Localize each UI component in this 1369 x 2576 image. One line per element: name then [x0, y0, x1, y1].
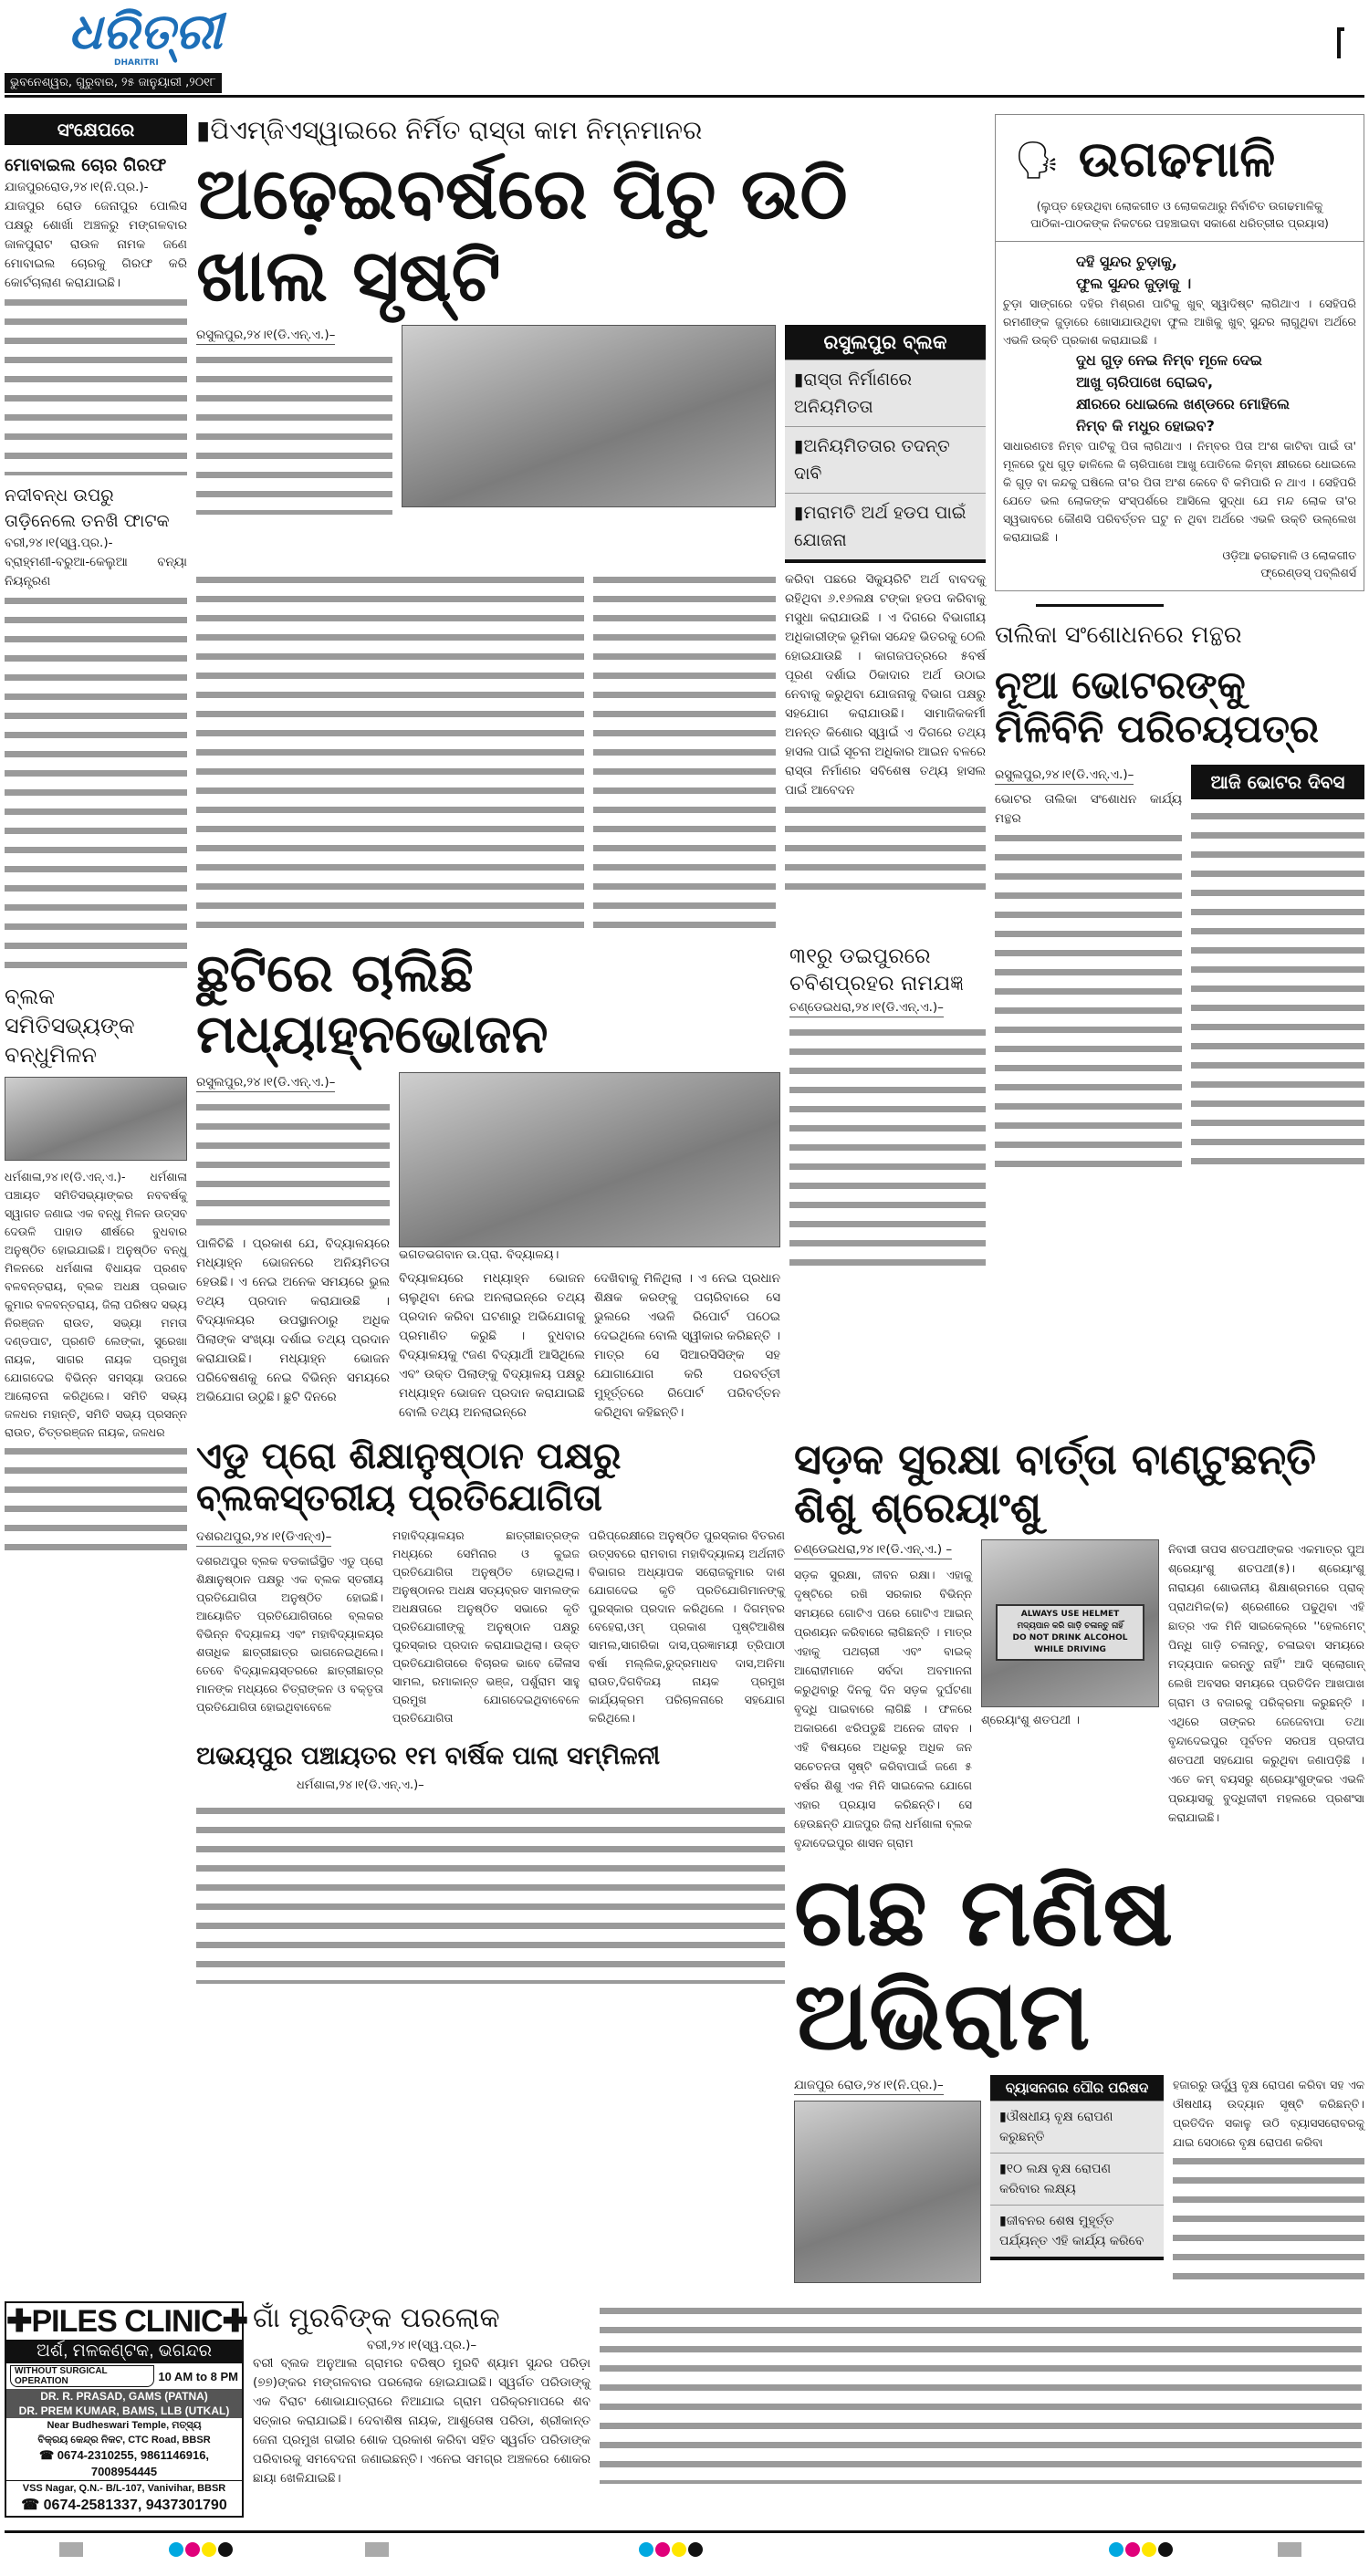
sign-line: ମଦ୍ୟପାନ କରି ଗାଡ଼ି ଚଳାନ୍ତୁ ନାହିଁ	[1017, 1621, 1123, 1631]
band-top	[196, 114, 1364, 1423]
story-text: ଯାଜପୁରରୋଡ,୨୪।୧(ନି.ପ୍ର.)- ଯାଜପୁର ରୋଡ ଜେନାପୁର ପୋଲିସ ପକ୍ଷରୁ ଶୋର୍ଖା ଅଞ୍ଚଳରୁ ମଙ୍ଗଳବାର ଜାଳପୁରାଟ ରାଉଳ ନାମକ ଜଣେ ମୋବାଇଲ ଚୋରକୁ ଗିରଫ କରି କୋର୍ଟଚାଲାଣ କରାଯାଇଛି।	[5, 180, 187, 290]
ugadamali-header	[996, 115, 1364, 197]
text-lines	[600, 2301, 1362, 2484]
edupro-col-1	[196, 1527, 383, 1716]
midday-col-3: ଦେଖିବାକୁ ମିଳିଥିଲା । ଏ ନେଇ ପ୍ରଧାନ ଶିକ୍ଷକ କରଙ୍କୁ ପଚାରିବାରେ ସେ ଭୁଲରେ ଏଭଳି ରିପୋର୍ଟ ପଠେଇ ଦେଇଥିଲେ ବୋଲି ସ୍ୱୀକାର କରିଛନ୍ତି । ମାତ୍ର ସେ ସିଆରସିସିଙ୍କ ସହ ଯୋଗାଯୋଗ କରି ପରବର୍ତ୍ତୀ ମୁହୂର୍ତ୍ତରେ ରିପୋର୍ଟ ପରିବର୍ତ୍ତନ କରିଥିବା କହିଛନ୍ତି।	[594, 1270, 780, 1420]
text-lines	[995, 829, 1182, 1175]
story-dateline: ରସୁଲପୁର,୨୪।୧(ଡି.ଏନ୍.ଏ.)–	[196, 1075, 335, 1092]
text-lines	[1191, 807, 1364, 1172]
text-lines	[789, 1023, 986, 1269]
text-lines	[785, 800, 986, 892]
ad-address: Near Budheswari Temple, ମତ୍ସ୍ୟ	[47, 2420, 202, 2432]
bandhu-story	[5, 982, 187, 1551]
source-line: ଫ୍ରେଣ୍ଡସ୍ ପବ୍ଲିଶର୍ସ	[1260, 566, 1356, 579]
verse-explanation: ସାଧାରଣତଃ ନିମ୍ବ ପାଟିକୁ ପିତା ଲାଗିଥାଏ । ନିମ୍ବର ପିତା ଅଂଶ କାଟିବା ପାଇଁ ତା' ମୂଳରେ ଦୁଧ ଗୁଡ଼ ଢାଳିଲେ କି ଚାରିପାଖେ ଆଖୁ ପୋତିଲେ କିମ୍ବା କ୍ଷୀରରେ ଧୋଇଲେ କି ଗୁଡ଼ ବା କନ୍ଦକୁ ଘଷିଲେ ତା'ର ପିତା ଅଂଶ କେବେ ବି କମିପାରି ନ ଥାଏ । ସେହିପରି ଯେତେ ଭଲ ଲୋକଙ୍କ ସଂସ୍ପର୍ଶରେ ଆସିଲେ ସୁଦ୍ଧା ଯେ ମନ୍ଦ ଲୋକ ତା'ର ସ୍ୱଭାବରେ କୌଣସି ପରିବର୍ତ୍ତନ ଘଟୁ ନ ଥିବା ଅର୍ଥରେ ଏଭଳି ଉକ୍ତି ଉଲ୍ଲେଖ କରାଯାଇଛି ।	[1003, 439, 1356, 544]
ad-title: PILES CLINIC	[31, 2304, 223, 2340]
edupro-columns	[196, 1527, 785, 1727]
edupro-headline: ଏଡୁ ପ୍ରୋ ଶିକ୍ଷାନୁଷ୍ଠାନ ପକ୍ଷରୁ ବ୍ଲକସ୍ତରୀୟ ପ୍ରତିଯୋଗିତା	[196, 1434, 622, 1519]
edupro-col-2: ମହାବିଦ୍ୟାଳୟର ଛାତ୍ରୀଛାତ୍ରଙ୍କ ମଧ୍ୟରେ ସେମିନାର ଓ କୁଇଜ ପ୍ରତିଯୋଗିତା ଅନୁଷ୍ଠିତ ହୋଇଥିଲା। ଅନୁଷ୍ଠାନର ଅଧକ୍ଷ ସତ୍ୟବ୍ରତ ସାମଲଙ୍କ ଅଧକ୍ଷତାରେ ଅନୁଷ୍ଠିତ ସଭାରେ କୃତି ପ୍ରତିଯୋଗୀଙ୍କୁ ଅନୁଷ୍ଠାନ ପକ୍ଷରୁ ପୁରସ୍କାର ପ୍ରଦାନ କରାଯାଇଥିଲା। ଉକ୍ତ ପ୍ରତିଯୋଗିତାରେ ବିଚାରକ ଭାବେ କୈଳାସ ସାମଲ, ରମାକାନ୍ତ ଭଞ୍ଜ, ପର୍ଶୁରାମ ସାହୁ ପ୍ରମୁଖ ଯୋଗଦେଇଥିବାବେଳେ ପ୍ରତିଯୋଗିତା	[392, 1528, 580, 1725]
ugadamali-title: ଉଗଢମାଳି	[1078, 130, 1276, 188]
helmet-child-photo	[981, 1539, 1159, 1707]
story-text: ବ୍ରାହ୍ମଣୀ-ବରୁଆ-କେଲୁଆ ବନ୍ୟା ନିୟନ୍ତ୍ରଣ	[5, 555, 187, 589]
text-lines	[196, 1098, 390, 1235]
school-photo-caption: ଭଗତଭଗବାନ ଉ.ପ୍ରା. ବିଦ୍ୟାଳୟ।	[399, 1247, 559, 1262]
abhayapur-headline: ଅଭୟପୁର ପଞ୍ଚାୟତର ୧ମ ବାର୍ଷିକ ପାଲା ସମ୍ମିଳନୀ	[196, 1741, 661, 1770]
text-lines	[593, 570, 776, 935]
story-title: ବ୍ଲକ ସମିତିସଭ୍ୟଙ୍କ ବନ୍ଧୁମିଳନ	[5, 984, 135, 1068]
gachha-col-3	[1173, 2075, 1364, 2289]
byasanagar-sidebox	[990, 2075, 1164, 2260]
lead-top-row	[196, 325, 986, 563]
midday-band	[196, 943, 986, 1422]
lead-columns	[196, 570, 986, 935]
story-dateline: ଚଣ୍ଡେଇଧରା,୨୪।୧(ଡି.ଏନ୍.ଏ.)–	[789, 1000, 944, 1017]
safety-sign	[996, 1604, 1144, 1661]
registration-mark	[365, 2542, 389, 2560]
sidebox-item: ▮୧୦ ଲକ୍ଷ ବୃକ୍ଷ ରୋପଣ କରିବାର ଲକ୍ଷ୍ୟ	[990, 2154, 1164, 2206]
verse-line: ନିମ୍ବ କି ମଧୁର ହୋଇବ?	[1076, 417, 1215, 434]
voter-body	[995, 765, 1364, 1175]
story-text: ଦଶରଥପୁର ବ୍ଲକ ବଡକାଇଁସ୍ଥିତ ଏଡୁ ପ୍ରୋ ଶିକ୍ଷାନୁଷ୍ଠାନ ପକ୍ଷରୁ ଏକ ବ୍ଲକ ସ୍ତରୀୟ ପ୍ରତିଯୋଗିତା ଅନୁଷ୍ଠିତ ହୋଇଛି। ଆୟୋଜିତ ପ୍ରତିଯୋଗିତାରେ ବ୍ଲକର ବିଭିନ୍ନ ବିଦ୍ୟାଳୟ ଏବଂ ମହାବିଦ୍ୟାଳୟର ଶତାଧିକ ଛାତ୍ରୀଛାତ୍ର ଭାଗନେଇଥିଲେ। ତେବେ ବିଦ୍ୟାଳୟସ୍ତରରେ ଛାତ୍ରୀଛାତ୍ର ମାନଙ୍କ ମଧ୍ୟରେ ଚିତ୍ରାଙ୍କନ ଓ ବକ୍ତୃତା ପ୍ରତିଯୋଗିତା ହୋଇଥିବାବେଳେ	[196, 1553, 383, 1714]
story-dateline: ରସୁଲପୁର,୨୪।୧(ଡି.ଏନ୍.ଏ.)–	[196, 328, 335, 345]
voter-headline: ନୂଆ ଭୋଟରଙ୍କୁ ମିଳିବିନି ପରିଚୟପତ୍ର	[995, 662, 1319, 752]
daipur-story	[789, 943, 986, 1269]
gachha-headline: ଗଛ ମଣିଷ ଅଭିରାମ	[794, 1855, 1174, 2071]
story-dateline: ଯାଜପୁର ରୋଡ,୨୪।୧(ନି.ପ୍ର.)–	[794, 2078, 944, 2095]
masthead-rule	[5, 95, 1364, 98]
ad-hours: 10 AM to 8 PM	[158, 2369, 238, 2383]
road-safety-col-2: ନିବାସୀ ତାପସ ଶତପଥୀଙ୍କର ଏକମାତ୍ର ପୁଅ ଶ୍ରେୟାଂଶୁ ଶତପଥୀ(୫)। ଶ୍ରେୟାଂଶୁ ନାରାୟଣ ଶୋଭନୀୟ ଶିକ୍ଷାଶ୍ରମରେ ପ୍ରାକ୍ ପ୍ରାଥମିକ(କ) ଶ୍ରେଣୀରେ ପଢୁଥିବା ଏହି ଛାତ୍ର ଏକ ମିନି ସାଇକେଲ୍‌ରେ ''ହେଲମେଟ୍ ପିନ୍ଧି ଗାଡ଼ି ଚଳାନ୍ତୁ, ଚଳାଇବା ସମୟରେ ମଦ୍ୟପାନ କରନ୍ତୁ ନାହିଁ'' ଆଦି ସ୍ଲୋଗାନ୍ ଲେଖି ଅବସର ସମୟରେ ପ୍ରତିଦିନ ଆଖପାଖ ଗ୍ରାମ ଓ ବଜାରକୁ ପରିକ୍ରମା କରୁଛନ୍ତି । ଏଥିରେ ତାଙ୍କର ଜେଜେବାପା ତଥା ବୃନ୍ଦାଦେଇପୁର ପୂର୍ବତନ ସରପଞ୍ଚ ପ୍ରଦୀପ ଶତପଥୀ ସହଯୋଗ କରୁଥିବା ଜଣାପଡ଼ିଛି । ଏତେ କମ୍ ବୟସରୁ ଶ୍ରେୟାଂଶୁଙ୍କର ଏଭଳି ପ୍ରୟାସକୁ ବୁଦ୍ଧିଜୀବୀ ମହଲରେ ପ୍ରଶଂସା କରାଯାଇଛି।	[1168, 1541, 1364, 1824]
ad-odia-text: ଅର୍ଶ, ମଳକଣ୍ଟକ, ଭଗନ୍ଦର	[6, 2340, 242, 2363]
sidebox-title: ବ୍ୟାସନଗର ପୌର ପରିଷଦ	[990, 2075, 1164, 2101]
main-content	[196, 114, 1364, 2289]
main-area	[5, 114, 1364, 2289]
gachha-col-text: ହଜାରରୁ ଊର୍ଦ୍ଧ୍ୱ ବୃକ୍ଷ ରୋପଣ କରିବା ସହ ଏକ ଔଷଧୀୟ ଉଦ୍ୟାନ ସୃଷ୍ଟି କରିଛନ୍ତି। ପ୍ରତିଦିନ ସକାଳୁ ଉଠି ବ୍ୟାସସରୋବରକୁ ଯାଇ ସେଠାରେ ବୃକ୍ଷ ରୋପଣ କରିବା	[1173, 2078, 1364, 2150]
dateline-bar: ଭୁବନେଶ୍ୱର, ଗୁରୁବାର, ୨୫ ଜାନୁୟାରୀ ,୨୦୧୮	[5, 73, 222, 93]
abhayapur-dateline: ଧର୍ମଶାଳା,୨୪।୧(ଡି.ଏନ୍.ଏ.)–	[297, 1778, 424, 1792]
band-bottom-right	[794, 1435, 1364, 2289]
ad-tag: WITHOUT SURGICAL OPERATION	[10, 2365, 154, 2387]
ad-address: VSS Nagar, Q.N.- B/L-107, Vanivihar, BBSR	[22, 2483, 226, 2495]
story-text: ବରୀ ବ୍ଲକ ଅନୁଆଲ ଗ୍ରାମର ବରିଷ୍ଠ ମୁରବି ଶ୍ୟାମ ସୁନ୍ଦର ପରିଡ଼ା (୭୭)ଙ୍କର ମଙ୍ଗଳବାର ପରଲୋକ ହୋଇଯାଇଛି। ସ୍ୱର୍ଗତ ପରିଡାଙ୍କୁ ଏକ ବିରାଟ ଶୋଭାଯାତ୍ରାରେ ନିଆଯାଇ ଗ୍ରାମ ପରିକ୍ରମାପରେ ଶବ ସତ୍କାର କରାଯାଇଛି। ଦେବାଶିଷ ନାୟକ, ଆଶୁତୋଷ ପରିଡା, ଶ୍ରୀକାନ୍ତ ଜେନା ପ୍ରମୁଖ ଗଭୀର ଶୋକ ପ୍ରକାଶ କରିବା ସହିତ ସ୍ୱର୍ଗତ ପରିଡାଙ୍କ ପରିବାରକୁ ସମବେଦନା ଜଣାଇଛନ୍ତି। ଏନେଇ ସମଗ୍ର ଅଞ୍ଚଳରେ ଶୋକର ଛାୟା ଖେଳିଯାଇଛି।	[253, 2356, 590, 2487]
story-dateline: ଚଣ୍ଡେଇଧରା,୨୪।୧(ଡି.ଏନ୍.ଏ.) –	[794, 1542, 952, 1559]
sidebox-item: ▮ମରାମତି ଅର୍ଥ ହଡପ ପାଇଁ ଯୋଜନା	[794, 503, 967, 551]
sidebox-item: ▮ରାସ୍ତା ନିର୍ମାଣରେ ଅନିୟମିତତା	[785, 360, 986, 427]
story-title: ୩୧ରୁ ଡଇପୁରରେ ଚବିଶପ୍ରହର ନାମଯଜ୍ଞ	[789, 944, 964, 996]
color-registration-dots	[639, 2542, 705, 2560]
edupro-col-3: ପରିପ୍ରେକ୍ଷୀରେ ଅନୁଷ୍ଠିତ ପୁରସ୍କାର ବିତରଣ ଉତ୍ସବରେ ରାମବାଗ ମହାବିଦ୍ୟାଳୟ ଅର୍ଥନୀତି ବିଭାଗର ଅଧ୍ୟାପକ ସରୋଜକୁମାର ଦାଶ ଯୋଗଦେଇ କୃତି ପ୍ରତିଯୋଗିମାନଙ୍କୁ ପୁରସ୍କାର ପ୍ରଦାନ କରିଥିଲେ । ଦିଗମ୍ବର ବେହେରା,ଓମ୍ ପ୍ରକାଶ ପୃଷ୍ଟିଆଶିଷ ସାମଲ,ସାଗରିକା ଦାସ,ପ୍ରଜ୍ଞାମୟୀ ତ୍ରିପାଠୀ ବର୍ଷା ମଲ୍ଲିକ,ରୁଦ୍ରମାଧବ ଦାସ,ଅନିମା ରାଉତ,ଦିଗବିଜୟ ନାୟକ ପ୍ରମୁଖ କାର୍ଯ୍ୟକ୍ରମ ପରିଚାଳନାରେ ସହଯୋଗ କରିଥିଲେ।	[589, 1528, 785, 1725]
helmet-photo-caption: ଶ୍ରେୟାଂଶୁ ଶତପଥୀ ।	[981, 1713, 1081, 1727]
sidebox-item: ▮ଅନିୟମିତତାର ତଦନ୍ତ ଦାବି	[785, 427, 986, 494]
voter-kicker: ତାଲିକା ସଂଶୋଧନରେ ମନ୍ଥର	[995, 621, 1242, 649]
bottom-row	[5, 2301, 1364, 2518]
ugadamali-intro: (ଲୁପ୍ତ ହେଉଥିବା ଲୋକଗୀତ ଓ ଲୋକକଥାରୁ ନିର୍ବାଚିତ ଉଗଢମାଳିକୁ ପାଠିକା-ପାଠକଙ୍କ ନିକଟରେ ପହଞ୍ଚାଇବା ସକାଶେ ଧରିତ୍ରୀର ପ୍ରୟାସ)	[1030, 199, 1329, 230]
story-text: ଭୋଟର ତାଲିକା ସଂଶୋଧନ କାର୍ଯ୍ୟ ମନ୍ଥର	[995, 791, 1182, 826]
verse-line: ଦହି ସୁନ୍ଦର ଚୁଡ଼ାକୁ,	[1076, 253, 1177, 270]
story-dateline: ରସୁଲପୁର,୨୪।୧(ଡି.ଏନ୍.ଏ.)–	[995, 767, 1134, 785]
sidebox-title: ରସୁଲପୁର ବ୍ଲକ	[785, 325, 986, 360]
midday-body	[196, 1072, 780, 1423]
two-faces-icon: 🗣	[1014, 139, 1061, 182]
text-lines	[196, 1801, 785, 1984]
ad-doctor: DR. PREM KUMAR, BAMS, LLB (UTKAL)	[6, 2404, 242, 2418]
road-sign-photo	[402, 325, 776, 507]
verse-explanation: ଚୁଡ଼ା ସାଙ୍ଗରେ ଦହିର ମିଶ୍ରଣ ପାଟିକୁ ଖୁବ୍ ସ୍ୱାଦିଷ୍ଟ ଲାଗିଥାଏ । ସେହିପରି ରମଣୀଙ୍କ ଜୁଡ଼ାରେ ଖୋସାଯାଉଥିବା ଫୁଲ ଆଖିକୁ ଖୁବ୍ ସୁନ୍ଦର ଲାଗୁଥିବା ଅର୍ଥରେ ଏଭଳି ଉକ୍ତି ପ୍ରକାଶ କରାଯାଇଛି ।	[1003, 297, 1356, 347]
logo-subtitle: DHARITRI	[114, 58, 159, 68]
lead-col-text: କରିବା ପଛରେ ସିକ୍ୟୁରିଟି ଅର୍ଥ ବାବଦକୁ ରହିଥିବା ୬.୧୬ଲକ୍ଷ ଟଙ୍କା ହଡପ କରିବାକୁ ମସୁଧା କରାଯାଉଛି । ଏ ଦିଗରେ ବିଭାଗୀୟ ଅଧିକାରୀଙ୍କ ଭୂମିକା ସନ୍ଦେହ ଭିତରକୁ ଠେଲି ହୋଇଯାଉଛି । କାଗଜପତ୍ରରେ ୫ବର୍ଷ ପୂରଣ ଦର୍ଶାଇ ଠିକାଦାର ଅର୍ଥ ଉଠାଇ ନେବାକୁ କରୁଥିବା ଯୋଜନାକୁ ବିଭାଗ ପକ୍ଷରୁ ସହଯୋଗ କରାଯାଉଛି। ସାମାଜିକକର୍ମୀ ଅନନ୍ତ କିଶୋର ସ୍ୱାଇଁ ଏ ଦିଗରେ ତଥ୍ୟ ହାସଲ ପାଇଁ ସୂଚନା ଅଧିକାର ଆଇନ ବଳରେ ରାସ୍ତା ନିର୍ମାଣର ସବିଶେଷ ତଥ୍ୟ ହାସଲ ପାଇଁ ଆବେଦନ	[785, 572, 986, 798]
band-bottom	[196, 1435, 1364, 2289]
ad-doctor: DR. R. PRASAD, GAMS (PATNA)	[6, 2389, 242, 2404]
school-photo	[399, 1072, 780, 1247]
piles-clinic-ad: ✚PILES CLINIC✚ ଅର୍ଶ, ମଳକଣ୍ଟକ, ଭଗନ୍ଦର WITHOUT SURGICAL OPERATION 10 AM to 8 PM DR. R. PRASAD, GAMS (PATNA) DR. PREM KUMAR, BAMS, LLB (UTKAL) Near Budheswari Temple, ମତ୍ସ୍ୟ ବିକ୍ରୟ କେନ୍ଦ୍ର ନିକଟ, CTC Road, BBSR ☎ 0674-2310255, 9861146916, 7008954445 VSS Nagar, Q.N.- B/L-107, Vanivihar, BBSR ☎ 0674-2581337, 9437301790	[5, 2301, 244, 2518]
road-safety-col-1	[794, 1539, 972, 1852]
registration-mark	[59, 2542, 83, 2560]
midday-cols	[399, 1269, 780, 1423]
story-dateline: ବରୀ,୨୪।୧(ସ୍ୱ.ପ୍ର.)-	[5, 536, 113, 550]
middle-column	[196, 114, 986, 1423]
band-bottom-left	[196, 1435, 785, 1984]
source-line: ଓଡ଼ିଆ ଢଗଢମାଳି ଓ ଲୋକଗୀତ	[1222, 548, 1356, 562]
old-man-photo	[794, 2101, 981, 2283]
lead-col-3	[785, 570, 986, 892]
helmet-photo-block	[981, 1539, 1159, 1729]
brief-label: ସଂକ୍ଷେପରେ	[5, 114, 187, 145]
midday-headline: ଛୁଟିରେ ଚାଲିଛି ମଧ୍ୟାହ୍ନଭୋଜନ	[196, 942, 549, 1066]
road-safety-headline: ସଡ଼କ ସୁରକ୍ଷା ବାର୍ତ୍ତା ବାଣ୍ଟୁଛନ୍ତି ଶିଶୁ ଶ୍ରେୟାଂଶୁ	[794, 1434, 1317, 1532]
story-text: ପାଳିଚିଛି । ପ୍ରକାଶ ଯେ, ବିଦ୍ୟାଳୟରେ ମଧ୍ୟାହ୍ନ ଭୋଜନରେ ଅନିୟମିତତା ହେଉଛି। ଏ ନେଇ ଅନେକ ସମୟରେ ଭୁଲ ତଥ୍ୟ ପ୍ରଦାନ କରାଯାଉଛି । ବିଦ୍ୟାଳୟର ଉପସ୍ଥାନଠାରୁ ଅଧିକ ପିଲାଙ୍କ ସଂଖ୍ୟା ଦର୍ଶାଇ ତଥ୍ୟ ପ୍ରଦାନ କରାଯାଉଛି। ମଧ୍ୟାହ୍ନ ଭୋଜନ ପରିବେଷଣକୁ ନେଇ ବିଭିନ୍ନ ସମୟରେ ଅଭିଯୋଗ ଉଠୁଛି। ଛୁଟି ଦିନରେ	[196, 1236, 390, 1404]
voter-text	[995, 765, 1182, 1175]
kicker-text: ପିଏମ୍‌ଜିଏସ୍‌ୱାଇରେ ନିର୍ମିତ ରାସ୍ତା କାମ ନିମ୍ନମାନର	[210, 115, 703, 145]
brief-story-1	[5, 152, 187, 475]
voter-right	[1191, 765, 1364, 1172]
color-registration-dots	[169, 2542, 235, 2560]
verse-line: ଦୁଧ ଗୁଡ଼ ନେଇ ନିମ୍ବ ମୂଳେ ଦେଇ	[1076, 351, 1262, 369]
gachha-col-1	[794, 2075, 981, 2283]
ugadamali-box	[995, 114, 1364, 591]
sign-line: DO NOT DRINK ALCOHOL	[1012, 1632, 1128, 1643]
group-photo	[5, 1077, 187, 1161]
page-corner-mark	[1337, 27, 1344, 58]
verse-line: ଆଖୁ ଚାରିପାଖେ ରୋଇବ,	[1076, 373, 1214, 391]
sidebox-item: ▮ଜୀବନର ଶେଷ ମୁହୂର୍ତ୍ତ ପର୍ଯ୍ୟନ୍ତ ଏହି କାର୍ଯ୍ୟ କରିବେ	[999, 2214, 1144, 2249]
sign-line: ALWAYS USE HELMET	[1020, 1609, 1120, 1619]
road-safety-body	[794, 1539, 1364, 1852]
footer	[5, 2530, 1364, 2567]
story-dateline: ବରୀ,୨୪।୧(ସ୍ୱ.ପ୍ର.)–	[366, 2338, 477, 2353]
right-column	[995, 114, 1364, 1175]
ad-phone: ☎ 0674-2581337, 9437301790	[21, 2498, 227, 2514]
text-lines	[196, 570, 584, 935]
midday-story	[196, 943, 780, 1422]
text-lines	[5, 1442, 187, 1551]
dharitri-logo: ଧରିତ୍ରୀ	[68, 3, 223, 60]
lead-headline: ଅଢ଼େଇବର୍ଷରେ ପିଚୁ ଉଠି ଖାଲ ସୃଷ୍ଟି	[196, 153, 848, 318]
story-dateline: ଦଶରଥପୁର,୨୪।୧(ଡିଏନ୍‌ଏ)–	[196, 1529, 331, 1547]
story-title: ଗାଁ ମୁରବିଙ୍କ ପରଲୋକ	[253, 2302, 500, 2335]
text-lines	[196, 350, 392, 515]
color-registration-dots	[1109, 2542, 1175, 2560]
verse-line: କ୍ଷୀରରେ ଧୋଇଲେ ଖଣ୍ଡରେ ମୋହିଲେ	[1076, 395, 1291, 412]
brief-story-2	[5, 483, 187, 975]
verse-line: ଫୁଲ ସୁନ୍ଦର ଜୁଡ଼ାକୁ ।	[1076, 275, 1192, 292]
gachha-body	[794, 2075, 1364, 2289]
midday-col-2: ବିଦ୍ୟାଳୟରେ ମଧ୍ୟାହ୍ନ ଭୋଜନ ଚାଲୁଥିବା ନେଇ ଅନଲାଇନ୍‌ରେ ତଥ୍ୟ ପ୍ରଦାନ କରିବା ଘଟଣାରୁ ଅଭିଯୋଗକୁ ପ୍ରମାଣିତ କରୁଛି । ବୁଧବାର ବିଦ୍ୟାଳୟକୁ ୯ଜଣ ବିଦ୍ୟାର୍ଥୀ ଆସିଥିଲେ ଏବଂ ଉକ୍ତ ପିଲାଙ୍କୁ ବିଦ୍ୟାଳୟ ପକ୍ଷରୁ ମଧ୍ୟାହ୍ନ ଭୋଜନ ପ୍ରଦାନ କରାଯାଇଛି ବୋଲି ତଥ୍ୟ ଅନଲାଇନ୍‌ରେ	[399, 1270, 585, 1420]
midday-right	[399, 1072, 780, 1423]
left-column	[5, 114, 187, 1551]
ad-address: ବିକ୍ରୟ କେନ୍ଦ୍ର ନିକଟ, CTC Road, BBSR	[37, 2435, 211, 2446]
ad-phone: ☎ 0674-2310255, 9861146916, 7008954445	[6, 2447, 242, 2481]
lead-kicker: ▮ପିଏମ୍‌ଜିଏସ୍‌ୱାଇରେ ନିର୍ମିତ ରାସ୍ତା କାମ ନିମ୍ନମାନର	[196, 115, 703, 145]
rasulpur-sidebox	[785, 325, 986, 563]
obituary-story	[253, 2301, 590, 2488]
registration-mark	[1278, 2542, 1301, 2560]
story-text: ସଡ଼କ ସୁରକ୍ଷା, ଜୀବନ ରକ୍ଷା। ଏହାକୁ ଦୃଷ୍ଟିରେ ରଖି ସରକାର ବିଭିନ୍ନ ସମୟରେ ଗୋଟିଏ ପରେ ଗୋଟିଏ ଆଇନ୍ ପ୍ରଣୟନ କରିବାରେ ଲାଗିଛନ୍ତି । ମାତ୍ର ଏହାକୁ ପଥଚାରୀ ଏବଂ ବାଇକ୍ ଆରୋହୀମାନେ ସର୍ବଦା ଅବମାନନା କରୁଥିବାରୁ ଦିନକୁ ଦିନ ସଡ଼କ ଦୁର୍ଘଟଣା ବୃଦ୍ଧି ପାଇବାରେ ଲାଗିଛି । ଫଳରେ ଅକାରଣେ ଝରିପଡୁଛି ଅନେକ ଜୀବନ । ଏହି ବିଷୟରେ ଅଧିକରୁ ଅଧିକ ଜନ ସଚେତନତା ସୃଷ୍ଟି କରିବାପାଇଁ ଜଣେ ୫ ବର୍ଷର ଶିଶୁ ଏକ ମିନି ସାଇକେଲ ଯୋଗେ ଏହାର ପ୍ରୟାସ କରିଛନ୍ତି। ସେ ହେଉଛନ୍ତି ଯାଜପୁର ଜିଲା ଧର୍ମଶାଳା ବ୍ଲକ ବୃନ୍ଦାଦେଇପୁର ଶାସନ ଗ୍ରାମ	[794, 1567, 972, 1850]
ugadamali-content	[996, 241, 1364, 590]
story-text: ଧର୍ମଶାଳା,୨୪।୧(ଡି.ଏନ୍.ଏ.)- ଧର୍ମଶାଳା ପଞ୍ଚାୟତ ସମିତିସଭ୍ୟାଙ୍କର ନବବର୍ଷକୁ ସ୍ୱାଗତ ଜଣାଇ ଏକ ବନ୍ଧୁ ମିଳନ ଉତ୍ସବ ଦେଉଳି ପାହାଡ ଶୀର୍ଷରେ ବୁଧବାର ଅନୁଷ୍ଠିତ ହୋଇଯାଇଛି। ଅନୁଷ୍ଠିତ ବନ୍ଧୁ ମିଳନରେ ଧର୍ମଶାଳା ବିଧାୟକ ପ୍ରଣବ ବଳବନ୍ତରାୟ, ବ୍ଲକ ଅଧକ୍ଷ ପ୍ରଭାତ କୁମାର ବଳବନ୍ତରାୟ, ଜିଲା ପରିଷଦ ସଭ୍ୟ ନିରଞ୍ଜନ ରାଉତ, ସଭ୍ୟା ମମତା ଦଣ୍ଡପାଟ, ପ୍ରଣତି ଲେଙ୍କା, ସୁରେଖା ନାୟକ, ସାଗର ନାୟକ ପ୍ରମୁଖ ଯୋଗଦେଇ ବିଭିନ୍ନ ସମସ୍ୟା ଉପରେ ଆଲୋଚନା କରିଥିଲେ। ସମିତି ସଭ୍ୟ ଜଳଧର ମହାନ୍ତି, ସମିତି ସଭ୍ୟ ପ୍ରସନ୍ନ ରାଉତ, ଚିତ୍ତରଞ୍ଜନ ନାୟକ, ଜଳଧର	[5, 1170, 187, 1439]
lead-text	[196, 325, 392, 515]
voter-day-badge: ଆଜି ଭୋଟର ଦିବସ	[1191, 765, 1364, 799]
story-title: ମୋବାଇଲ ଚୋର ଗିରଫ	[5, 155, 167, 175]
text-lines	[5, 293, 187, 475]
text-lines	[5, 591, 187, 975]
text-lines	[1173, 2152, 1364, 2289]
masthead	[5, 0, 1364, 114]
sidebox-item: ▮ଔଷଧୀୟ ବୃକ୍ଷ ରୋପଣ କରୁଛନ୍ତି	[990, 2101, 1164, 2154]
sign-line: WHILE DRIVING	[1034, 1644, 1106, 1654]
divider	[1036, 604, 1164, 607]
midday-col-1	[196, 1072, 390, 1407]
story-title: ନଦୀବନ୍ଧ ଉପରୁ ତାଡ଼ିନେଲେ ତନଖି ଫାଟକ	[5, 485, 170, 531]
